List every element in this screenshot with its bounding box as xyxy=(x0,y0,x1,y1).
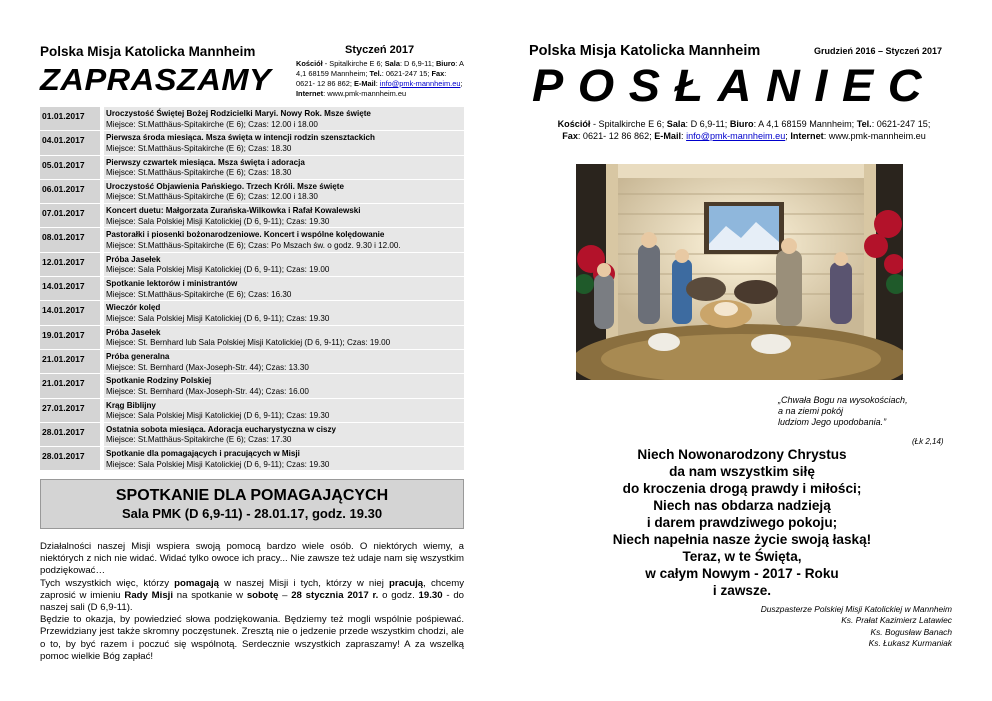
left-org-name: Polska Misja Katolicka Mannheim xyxy=(40,44,256,59)
event-body xyxy=(104,180,464,203)
event-details: Miejsce: St.Matthäus-Spitakirche (E 6); Czas: 18.30 xyxy=(106,168,292,178)
event-body xyxy=(104,131,464,154)
event-title: Spotkanie dla pomagających i pracujących w Misji xyxy=(106,449,300,459)
left-email-link[interactable]: info@pmk-mannheim.eu xyxy=(379,79,461,88)
meeting-box xyxy=(40,479,464,529)
event-body xyxy=(104,374,464,397)
event-details: Miejsce: St.Matthäus-Spitakirche (E 6); Czas: Po Mszach św. o godz. 9.30 i 12.00. xyxy=(106,241,401,251)
event-body xyxy=(104,326,464,349)
right-email-link[interactable]: info@pmk-mannheim.eu xyxy=(686,131,786,141)
event-date: 04.01.2017 xyxy=(40,131,100,154)
left-contact-info: Kościół - Spitalkirche E 6; Sala: D 6,9-11; Biuro: A 4,1 68159 Mannheim; Tel.: 0621-247 15; Fax: 0621- 12 86 862; E-Mail: info@pmk-mannheim.eu; Internet: www.pmk-mannheim.eu xyxy=(296,59,464,98)
event-title: Krąg Biblijny xyxy=(106,400,156,410)
event-date: 06.01.2017 xyxy=(40,180,100,203)
event-date: 27.01.2017 xyxy=(40,399,100,422)
event-title: Koncert duetu: Małgorzata Zurańska-Wilkowka i Rafał Kowalewski xyxy=(106,206,361,216)
event-row xyxy=(40,301,464,325)
event-details: Miejsce: St. Bernhard lub Sala Polskiej Misji Katolickiej (D 6, 9-11); Czas: 19.00 xyxy=(106,338,391,348)
event-date: 05.01.2017 xyxy=(40,156,100,179)
meeting-subheading: Sala PMK (D 6,9-11) - 28.01.17, godz. 19.30 xyxy=(121,506,383,521)
event-details: Miejsce: Sala Polskiej Misji Katolickiej (D 6, 9-11); Czas: 19.30 xyxy=(106,459,330,469)
event-title: Ostatnia sobota miesiąca. Adoracja eucharystyczna w ciszy xyxy=(106,424,337,434)
event-row xyxy=(40,399,464,423)
left-issue-date: Styczeń 2017 xyxy=(345,44,415,56)
nativity-scene-image xyxy=(576,164,903,380)
event-details: Miejsce: St.Matthäus-Spitakirche (E 6); Czas: 12.00 i 18.30 xyxy=(106,192,318,202)
event-body xyxy=(104,447,464,470)
event-date: 08.01.2017 xyxy=(40,228,100,251)
event-details: Miejsce: St. Bernhard (Max-Joseph-Str. 44); Czas: 13.30 xyxy=(106,362,309,372)
right-contact-info: Kościół - Spitalkirche E 6; Sala: D 6,9-11; Biuro: A 4,1 68159 Mannheim; Tel.: 0621-247 15; Fax: 0621- 12 86 862; E-Mail: info@pmk-mannheim.eu; Internet: www.pmk-mannheim.eu xyxy=(557,119,931,141)
event-details: Miejsce: Sala Polskiej Misji Katolickiej (D 6, 9-11); Czas: 19.30 xyxy=(106,313,330,323)
event-title: Próba Jasełek xyxy=(106,254,161,264)
event-row xyxy=(40,180,464,204)
event-body xyxy=(104,423,464,446)
event-body xyxy=(104,399,464,422)
meeting-heading: SPOTKANIE DLA POMAGAJĄCYCH xyxy=(115,487,389,504)
event-details: Miejsce: Sala Polskiej Misji Katolickiej (D 6, 9-11); Czas: 19.30 xyxy=(106,216,330,226)
event-row xyxy=(40,131,464,155)
event-body xyxy=(104,350,464,373)
event-row xyxy=(40,350,464,374)
event-date: 19.01.2017 xyxy=(40,326,100,349)
event-body xyxy=(104,204,464,227)
event-row xyxy=(40,253,464,277)
event-row xyxy=(40,423,464,447)
event-row xyxy=(40,156,464,180)
bible-quote: „Chwała Bogu na wysokościach, a na ziemi pokój ludziom Jego upodobania.” xyxy=(778,395,908,427)
left-title: ZAPRASZAMY xyxy=(40,62,272,97)
event-title: Spotkanie Rodziny Polskiej xyxy=(106,376,212,386)
event-title: Pastorałki i piosenki bożonarodzeniowe. Koncert i wspólne kolędowanie xyxy=(106,230,385,240)
event-body xyxy=(104,156,464,179)
event-row xyxy=(40,228,464,252)
event-details: Miejsce: Sala Polskiej Misji Katolickiej (D 6, 9-11); Czas: 19.30 xyxy=(106,411,330,421)
event-details: Miejsce: Sala Polskiej Misji Katolickiej (D 6, 9-11); Czas: 19.00 xyxy=(106,265,330,275)
event-date: 21.01.2017 xyxy=(40,374,100,397)
event-details: Miejsce: St.Matthäus-Spitakirche (E 6); Czas: 16.30 xyxy=(106,289,292,299)
events-table xyxy=(40,107,464,471)
event-title: Uroczystość Objawienia Pańskiego. Trzech Króli. Msze święte xyxy=(106,181,344,191)
event-title: Próba Jasełek xyxy=(106,327,161,337)
event-title: Wieczór kolęd xyxy=(106,303,161,313)
event-date: 01.01.2017 xyxy=(40,107,100,130)
event-title: Uroczystość Świętej Bożej Rodzicielki Maryi. Nowy Rok. Msze święte xyxy=(106,109,371,118)
event-details: Miejsce: St.Matthäus-Spitakirche (E 6); Czas: 17.30 xyxy=(106,435,292,445)
event-date: 07.01.2017 xyxy=(40,204,100,227)
event-date: 14.01.2017 xyxy=(40,277,100,300)
signature-block: Duszpasterze Polskiej Misji Katolickiej w Mannheim Ks. Prałat Kazimierz Latawiec Ks. Bogusław Banach Ks. Łukasz Kurmaniak xyxy=(760,604,952,649)
event-details: Miejsce: St.Matthäus-Spitakirche (E 6); Czas: 18.30 xyxy=(106,143,292,153)
event-row xyxy=(40,277,464,301)
event-body xyxy=(104,253,464,276)
event-date: 28.01.2017 xyxy=(40,423,100,446)
event-details: Miejsce: St. Bernhard (Max-Joseph-Str. 44); Czas: 16.00 xyxy=(106,386,309,396)
event-title: Pierwszy czwartek miesiąca. Msza święta i adoracja xyxy=(106,157,305,167)
quote-reference: (Łk 2,14) xyxy=(912,437,944,446)
right-page xyxy=(496,0,992,701)
event-date: 12.01.2017 xyxy=(40,253,100,276)
event-row xyxy=(40,107,464,131)
invitation-paragraph: Działalności naszej Misji wspiera swoją pomocą bardzo wiele osób. O niektórych wiemy, a niektórych z nich nie widać. Widać tylko owoce ich pracy... Nie zawsze też udaje nam się wszystkim podziękować… Tych wszystkich więc, którzy pomagają w naszej Misji i tych, którzy w niej pracują, chcemy zaprosić w imieniu Rady Misji na spotkanie w sobotę – 28 stycznia 2017 r. o godz. 19.30 - do naszej sali (D 6,9-11). Będzie to okazja, by powiedzieć słowa podziękowania. Będziemy też mogli wspólnie pośpiewać. Przewidziany jest także skromny poczęstunek. Zresztą nie o jedzenie przede wszystkim chodzi, ale o to, by być razem i poczuć się wspólnotą. Serdecznie wszystkich zapraszamy! A za wszelką pomoc wielkie Bóg zapłać! xyxy=(40,541,464,662)
right-org-name: Polska Misja Katolicka Mannheim xyxy=(529,43,761,59)
event-row xyxy=(40,374,464,398)
event-row xyxy=(40,447,464,471)
event-details: Miejsce: St.Matthäus-Spitakirche (E 6); Czas: 12.00 i 18.00 xyxy=(106,119,318,129)
event-title: Spotkanie lektorów i ministrantów xyxy=(106,279,238,289)
event-row xyxy=(40,204,464,228)
right-title: POSŁANIEC xyxy=(532,60,937,111)
event-date: 21.01.2017 xyxy=(40,350,100,373)
event-title: Pierwsza środa miesiąca. Msza święta w intencji rodzin szensztackich xyxy=(106,133,375,143)
christmas-wishes: Niech Nowonarodzony Chrystus da nam wszystkim siłę do kroczenia drogą prawdy i miłości; Niech nas obdarza nadzieją i darem prawdziwego pokoju; Niech napełnia nasze życie swoją łaską! Teraz, w te Święta, w całym Nowym - 2017 - Roku i zawsze. xyxy=(612,447,872,598)
event-date: 28.01.2017 xyxy=(40,447,100,470)
event-row xyxy=(40,326,464,350)
event-title: Próba generalna xyxy=(106,351,170,361)
event-body xyxy=(104,277,464,300)
right-issue-date: Grudzień 2016 – Styczeń 2017 xyxy=(814,46,943,56)
event-body xyxy=(104,107,464,130)
event-date: 14.01.2017 xyxy=(40,301,100,324)
event-body xyxy=(104,228,464,251)
event-body xyxy=(104,301,464,324)
